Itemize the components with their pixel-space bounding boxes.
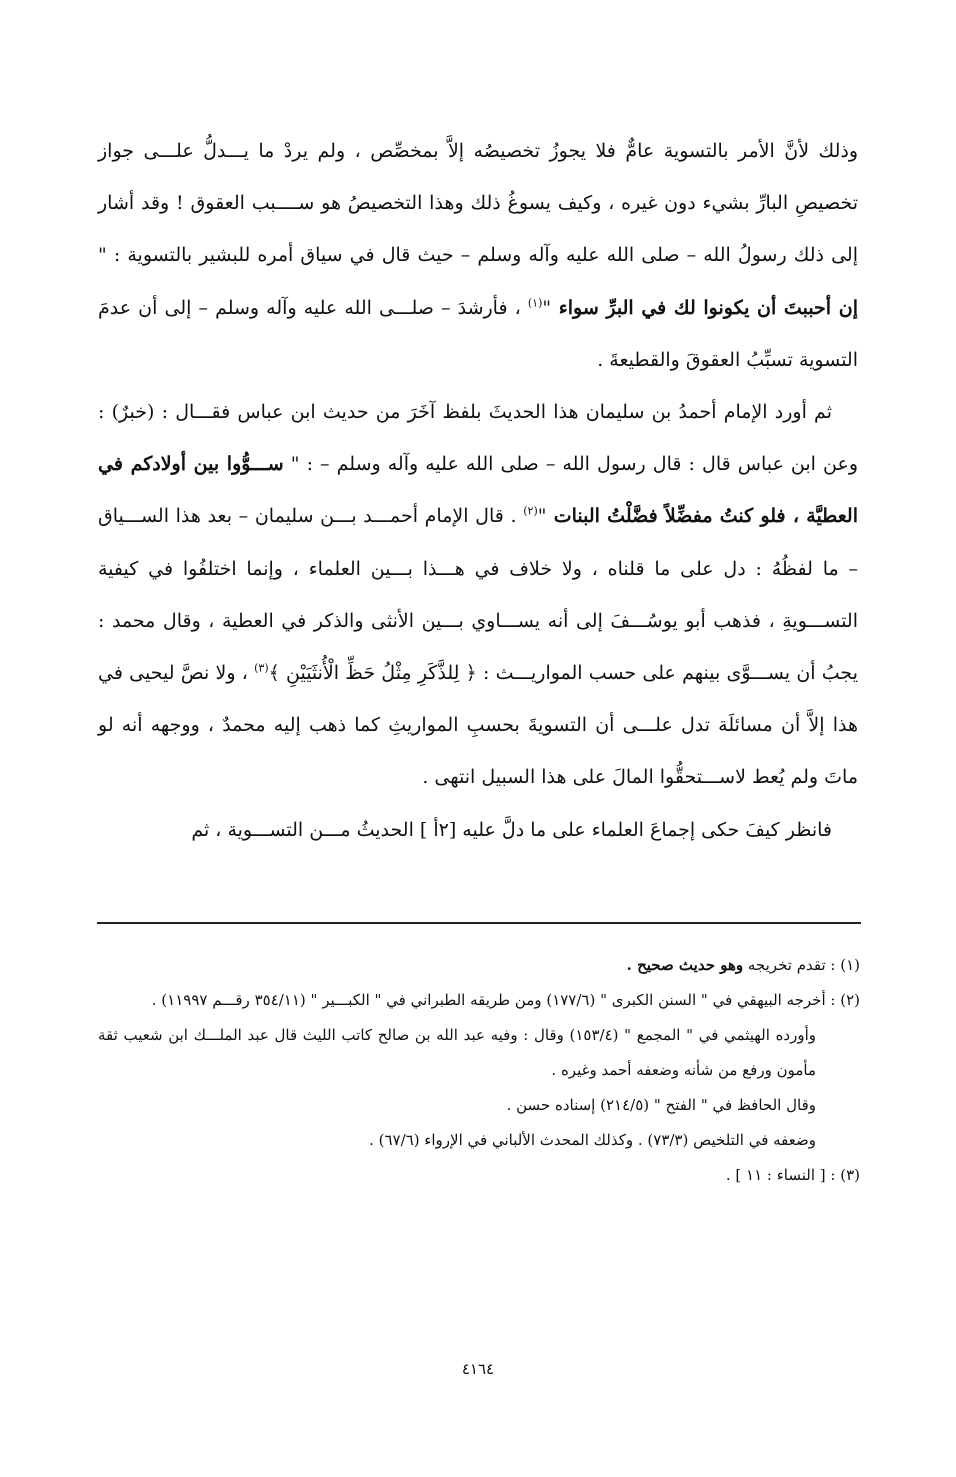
footnote-2-number: (٢) :: [825, 991, 860, 1009]
hadith-quote-1: إن أحببتَ أن يكونوا لك في البرِّ سواء: [551, 296, 858, 319]
footnote-ref-1[interactable]: (١): [527, 296, 543, 310]
footnote-divider: [97, 922, 861, 924]
hadith-quote-2: ســـوُّوا بين أولادكم في العطيَّة ، فلو كنتُ مفضِّلاً فضَّلْتُ البنات: [98, 453, 858, 528]
footnote-1: [98, 948, 860, 983]
page-number: ٤١٦٤: [461, 1360, 495, 1378]
footnote-3-number: (٣) :: [825, 1166, 860, 1184]
quran-verse: ﴿ لِلذَّكَرِ مِثْلُ حَظِّ الْأُنثَيَيْنِ ﴾: [268, 662, 477, 685]
paragraph-3-text-a: فانظر كيفَ حكى إجماعَ العلماء على ما دلَّ عليه [٢أ ] الحديثُ مـــن التســـوية ، ثم: [191, 818, 832, 841]
footnote-1-number: (١) :: [825, 956, 860, 974]
footnote-2-text: أخرجه البيهقي في " السنن الكبرى " (١٧٧/٦) ومن طريقه الطبراني في " الكبـــير " (٣٥٤/١١ رقـــم ١١٩٩٧) .: [151, 991, 826, 1009]
paragraph-2-text-a: ثم أورد الإمام أحمدُ بن سليمان هذا الحديثَ بلفظ آخَرَ من حديث ابن عباس فقـــال : (خبرٌ) : وعن ابن عباس قال : قال رسول الله – صلى الله عليه وآله وسلم – : ": [98, 401, 858, 476]
footnotes-section: [98, 948, 860, 1193]
footnote-2: [98, 983, 860, 1018]
paragraph-1-text-b: ، فأرشدَ – صلـــى الله عليه وآله وسلم – إلى أن عدمَ التسوية تسبِّبُ العقوقَ والقطيعةَ .: [98, 296, 858, 371]
footnote-2-continuation-1: وأورده الهيثمي في " المجمع " (١٥٣/٤) وقال : وفيه عبد الله بن صالح كاتب الليث قال عبد الملـــك ابن شعيب ثقة مأمون ورفع من شأنه وضعفه أحمد وغيره .: [98, 1026, 817, 1079]
paragraph-3: [98, 804, 858, 856]
quote-close-2: ": [537, 505, 547, 528]
paragraph-2-text-c: ، ولا نصَّ ليحيى في هذا إلاَّ أن مسائلَة تدل علـــى أن التسويةَ بحسبِ المواريثِ كما ذهب إليه محمدٌ ، ووجهه أنه لو ماتَ ولم يُعط لاســـتحقُّوا المالَ على هذا السبيل انتهى .: [98, 662, 858, 789]
footnote-1-bold: وهو حديث صحيح .: [626, 956, 744, 974]
footnote-ref-2[interactable]: (٢): [523, 505, 538, 519]
paragraph-1-text-a: وذلك لأنَّ الأمر بالتسوية عامٌّ فلا يجوزُ تخصيصُه إلاَّ بمخصِّص ، ولم يردْ ما يـــدلُّ علـــى جواز تخصيصِ البارِّ بشيء دون غيره ، وكيف يسوغُ ذلك وهذا التخصيصُ هو ســــبب العقوق ! وقد أشار إلى ذلك رسولُ الله – صلى الله عليه وآله وسلم – حيث قال في سياق أمره للبشير بالتسوية : ": [98, 140, 858, 267]
footnote-3: [98, 1158, 860, 1193]
paragraph-2: [98, 386, 858, 804]
main-text-body: [98, 125, 858, 856]
quote-close-1: ": [542, 296, 552, 319]
footnote-2-continuation-3: وضعفه في التلخيص (٧٣/٣) . وكذلك المحدث الألباني في الإرواء (٦٧/٦) .: [369, 1131, 816, 1149]
paragraph-2-text-b: . قال الإمام أحمـــد بـــن سليمان – بعد هذا الســـياق – ما لفظُهُ : دل على ما قلناه ، ولا خلاف في هـــذا بـــين العلماء ، وإنما اختلفُوا في كيفية التســـويةِ ، فذهب أبو يوسُـــفَ إلى أنه يســـاوي بـــين الأنثى والذكر في العطية ، وقال محمد : يجبُ أن يســـوَّى بينهم على حسب المواريـــث :: [98, 505, 858, 685]
footnote-1-text: تقدم تخريجه: [743, 956, 826, 974]
footnote-3-text: [ النساء : ١١ ] .: [725, 1166, 826, 1184]
paragraph-1: [98, 125, 858, 386]
footnote-2-continuation-2: وقال الحافظ في " الفتح " (٢١٤/٥) إسناده حسن .: [506, 1096, 816, 1114]
footnote-ref-3[interactable]: (٣): [254, 661, 269, 675]
